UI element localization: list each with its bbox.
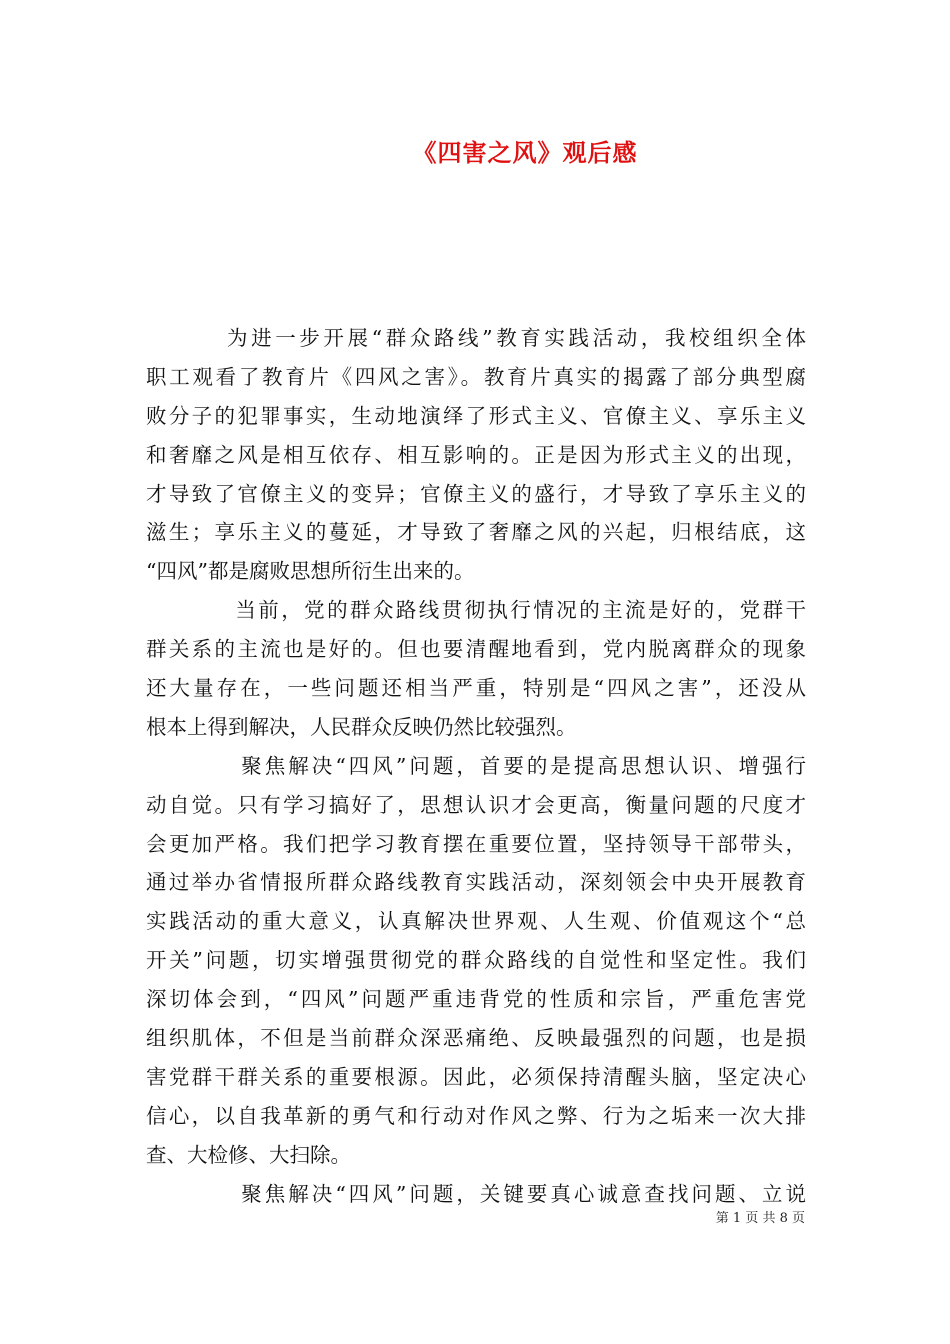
body-line: 动自觉。只有学习搞好了，思想认识才会更高，衡量问题的尺度才: [146, 792, 806, 817]
document-body: [146, 319, 806, 1213]
body-line: 实践活动的重大意义，认真解决世界观、人生观、价值观这个“总: [146, 909, 806, 934]
body-line: 组织肌体，不但是当前群众深恶痛绝、反映最强烈的问题，也是损: [146, 1026, 806, 1051]
body-line: 深切体会到，“四风”问题严重违背党的性质和宗旨，严重危害党: [146, 987, 806, 1012]
body-line: 还大量存在，一些问题还相当严重，特别是“四风之害”，还没从: [146, 676, 806, 701]
body-line: 为进一步开展“群众路线”教育实践活动，我校组织全体: [146, 326, 806, 350]
body-line: 会更加严格。我们把学习教育摆在重要位置，坚持领导干部带头，: [146, 831, 806, 856]
body-line: 群关系的主流也是好的。但也要清醒地看到，党内脱离群众的现象: [146, 637, 806, 662]
body-line: 开关”问题，切实增强贯彻党的群众路线的自觉性和坚定性。我们: [146, 948, 806, 973]
body-line: 聚焦解决“四风”问题，关键要真心诚意查找问题、立说: [146, 1181, 806, 1206]
body-line: “四风”都是腐败思想所衍生出来的。: [146, 559, 475, 584]
body-line: 信心，以自我革新的勇气和行动对作风之弊、行为之垢来一次大排: [146, 1103, 806, 1128]
body-line: 查、大检修、大扫除。: [146, 1142, 351, 1167]
body-line: 根本上得到解决，人民群众反映仍然比较强烈。: [146, 714, 577, 739]
body-line: 才导致了官僚主义的变异；官僚主义的盛行，才导致了享乐主义的: [146, 481, 806, 506]
body-line: 聚焦解决“四风”问题，首要的是提高思想认识、增强行: [146, 753, 806, 778]
body-line: 害党群干群关系的重要根源。因此，必须保持清醒头脑，坚定决心: [146, 1064, 806, 1089]
body-line: 滋生；享乐主义的蔓延，才导致了奢靡之风的兴起，归根结底，这: [146, 520, 806, 545]
page-footer: 第 1 页 共 8 页: [715, 1211, 805, 1226]
body-line: 通过举办省情报所群众路线教育实践活动，深刻领会中央开展教育: [146, 870, 806, 895]
body-line: 和奢靡之风是相互依存、相互影响的。正是因为形式主义的出现，: [146, 442, 806, 467]
document-title: 《四害之风》观后感: [412, 138, 638, 167]
body-line: 职工观看了教育片《四风之害》。教育片真实的揭露了部分典型腐: [146, 364, 806, 389]
body-line: 当前，党的群众路线贯彻执行情况的主流是好的，党群干: [146, 598, 806, 623]
body-line: 败分子的犯罪事实，生动地演绎了形式主义、官僚主义、享乐主义: [146, 403, 806, 428]
